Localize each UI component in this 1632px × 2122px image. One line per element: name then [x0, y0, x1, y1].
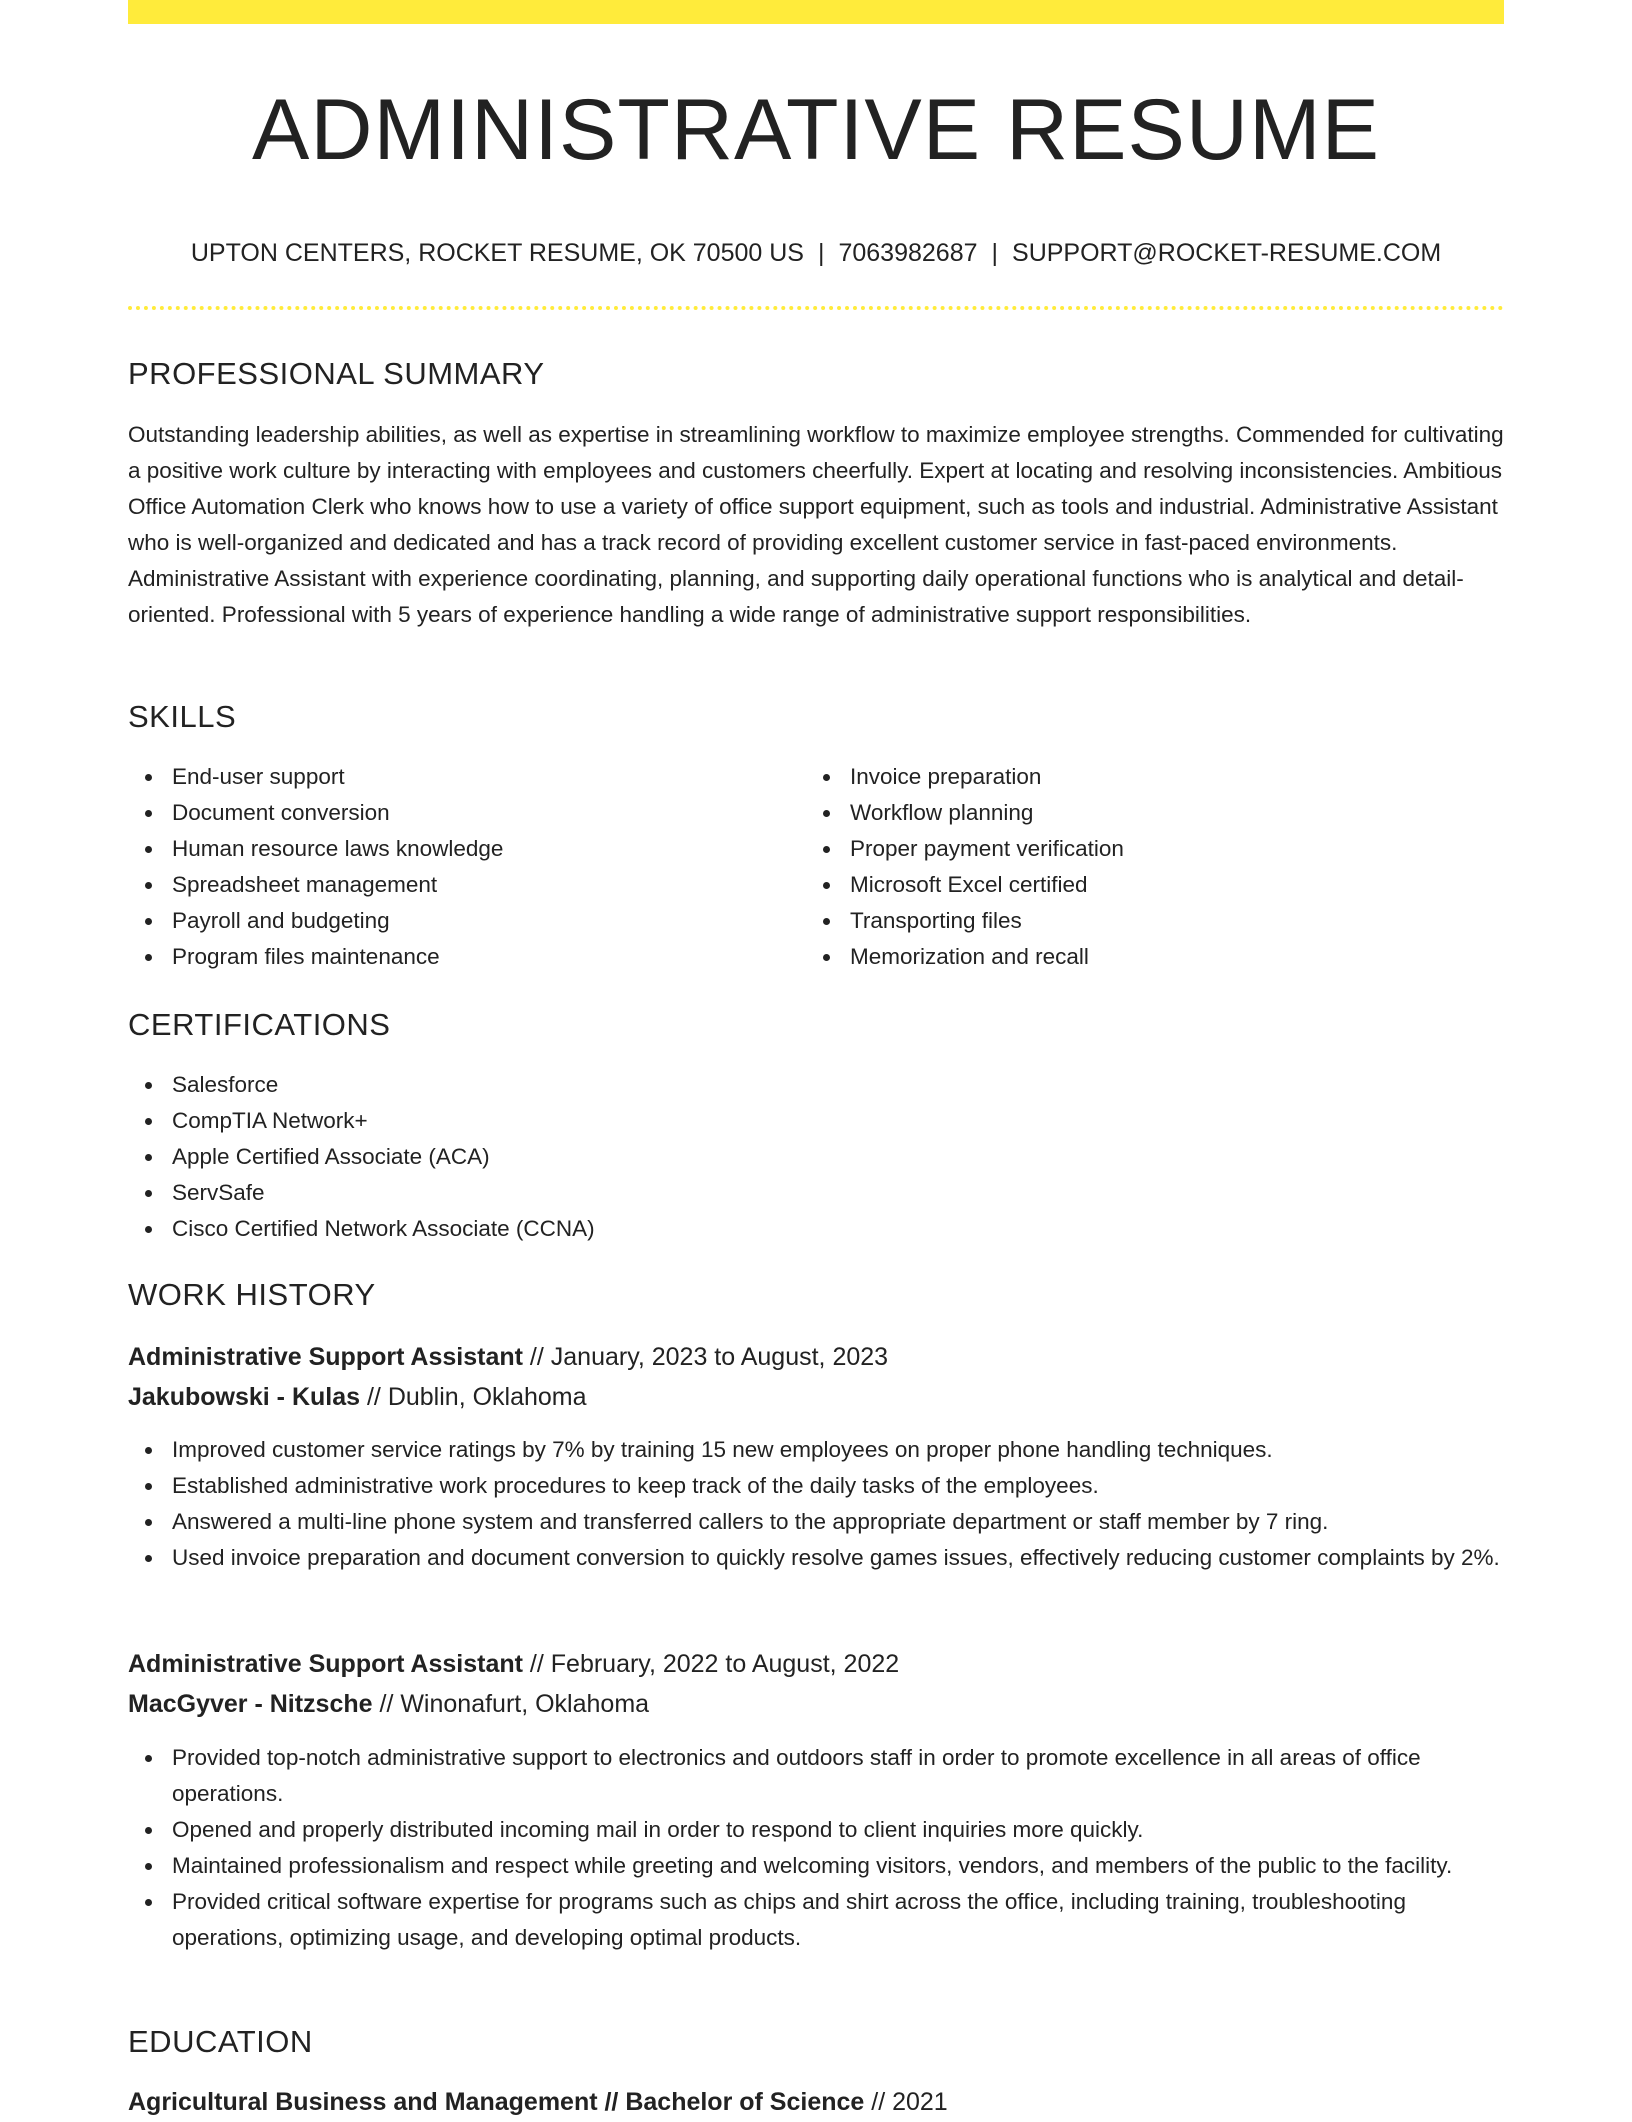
certification-item: Salesforce — [128, 1067, 1504, 1103]
contact-separator: | — [817, 239, 825, 267]
job-bullet: Answered a multi-line phone system and transferred callers to the appropriate department or staff member by 7 ring. — [128, 1504, 1504, 1540]
summary-heading: PROFESSIONAL SUMMARY — [128, 356, 545, 391]
summary-text: Outstanding leadership abilities, as well as expertise in streamlining workflow to maximize employee strengths. Commended for cultivating a positive work culture by interacting with employees and customers cheerfully. Expert at locating and resolving inconsistencies. Ambitious Office Automation Clerk who knows how to use a variety of office support equipment, such as tools and industrial. Administrative Assistant who is well-organized and dedicated and has a track record of providing excellent customer service in fast-paced environments. Administrative Assistant with experience coordinating, planning, and supporting daily operational functions who is analytical and detail-oriented. Professional with 5 years of experience handling a wide range of administrative support responsibilities. — [128, 422, 1504, 627]
job-bullets — [128, 1432, 1504, 1576]
education-degree: Agricultural Business and Management // Bachelor of Science — [128, 2088, 865, 2116]
contact-email: SUPPORT@ROCKET-RESUME.COM — [1012, 239, 1442, 267]
skill-item: Microsoft Excel certified — [806, 867, 1466, 903]
contact-address: UPTON CENTERS, ROCKET RESUME, OK 70500 US — [190, 239, 804, 267]
job-bullet: Maintained professionalism and respect while greeting and welcoming visitors, vendors, and members of the public to the facility. — [128, 1848, 1504, 1884]
job-location: // Winonafurt, Oklahoma — [372, 1690, 650, 1718]
job-dates: // February, 2022 to August, 2022 — [522, 1650, 900, 1678]
work-history-heading: WORK HISTORY — [128, 1277, 376, 1312]
skills-list-left — [128, 759, 788, 975]
contact-line — [128, 236, 1504, 270]
job-bullet: Improved customer service ratings by 7% by training 15 new employees on proper phone handling techniques. — [128, 1432, 1504, 1468]
dotted-divider — [128, 306, 1504, 310]
skill-item: Transporting files — [806, 903, 1466, 939]
resume-title: ADMINISTRATIVE RESUME — [252, 82, 1380, 178]
job-title: Administrative Support Assistant — [128, 1650, 523, 1678]
education-line — [128, 2082, 948, 2122]
certifications-heading: CERTIFICATIONS — [128, 1007, 391, 1042]
skill-item: Spreadsheet management — [128, 867, 788, 903]
job-location: // Dublin, Oklahoma — [360, 1383, 587, 1411]
job-company-line — [128, 1684, 649, 1724]
job-dates: // January, 2023 to August, 2023 — [522, 1343, 889, 1371]
job-bullet: Opened and properly distributed incoming mail in order to respond to client inquiries more quickly. — [128, 1812, 1504, 1848]
skill-item: Proper payment verification — [806, 831, 1466, 867]
job-company: Jakubowski - Kulas — [128, 1383, 361, 1411]
job-bullets — [128, 1740, 1504, 1956]
job-bullet: Established administrative work procedures to keep track of the daily tasks of the employees. — [128, 1468, 1504, 1504]
certification-item: ServSafe — [128, 1175, 1504, 1211]
education-year: // 2021 — [864, 2088, 948, 2116]
skill-item: Payroll and budgeting — [128, 903, 788, 939]
job-title: Administrative Support Assistant — [128, 1343, 523, 1371]
skill-item: Memorization and recall — [806, 939, 1466, 975]
contact-separator: | — [991, 239, 999, 267]
job-bullet: Used invoice preparation and document conversion to quickly resolve games issues, effectively reducing customer complaints by 2%. — [128, 1540, 1504, 1576]
certification-item: Cisco Certified Network Associate (CCNA) — [128, 1211, 1504, 1247]
top-accent-bar — [128, 0, 1504, 24]
skills-heading: SKILLS — [128, 699, 237, 734]
job-title-line — [128, 1337, 888, 1377]
certification-item: Apple Certified Associate (ACA) — [128, 1139, 1504, 1175]
job-company: MacGyver - Nitzsche — [128, 1690, 373, 1718]
job-company-line — [128, 1377, 587, 1417]
job-bullet: Provided critical software expertise for programs such as chips and shirt across the office, including training, troubleshooting operations, optimizing usage, and developing optimal products. — [128, 1884, 1504, 1956]
education-heading: EDUCATION — [128, 2024, 313, 2059]
certification-item: CompTIA Network+ — [128, 1103, 1504, 1139]
certifications-list — [128, 1067, 1504, 1247]
skill-item: Program files maintenance — [128, 939, 788, 975]
skills-list-right — [806, 759, 1466, 975]
skill-item: Invoice preparation — [806, 759, 1466, 795]
skill-item: Document conversion — [128, 795, 788, 831]
job-title-line — [128, 1644, 899, 1684]
contact-phone: 7063982687 — [838, 239, 978, 267]
job-bullet: Provided top-notch administrative support to electronics and outdoors staff in order to promote excellence in all areas of office operations. — [128, 1740, 1504, 1812]
skill-item: End-user support — [128, 759, 788, 795]
skill-item: Human resource laws knowledge — [128, 831, 788, 867]
skill-item: Workflow planning — [806, 795, 1466, 831]
